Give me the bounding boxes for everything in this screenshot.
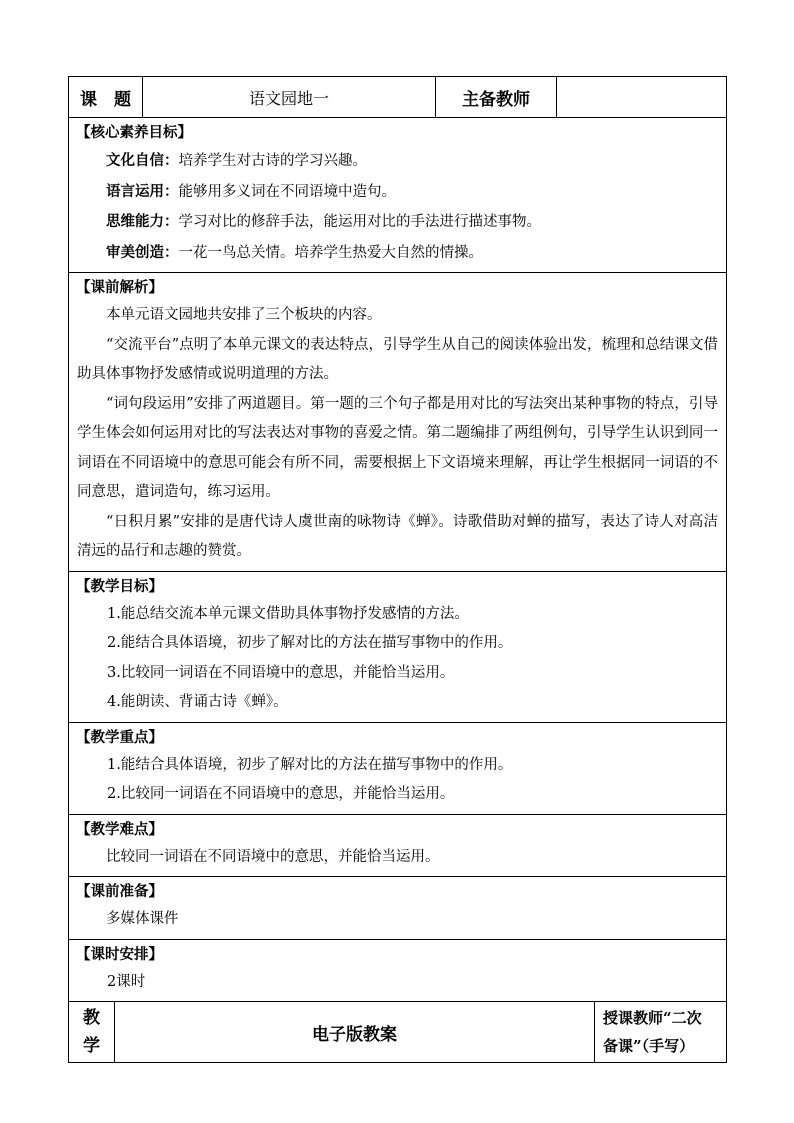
core-item: 思维能力：学习对比的修辞手法，能运用对比的手法进行描述事物。: [106, 213, 541, 230]
topic-value: 语文园地一: [143, 77, 436, 118]
keypoint-item: 1.能结合具体语境，初步了解对比的方法在描写事物中的作用。: [107, 756, 513, 773]
difficulty-title: 【教学难点】: [76, 820, 163, 838]
core-section: [69, 118, 727, 273]
topic-label: 课 题: [69, 77, 143, 118]
objectives-section: [69, 571, 727, 722]
objectives-title: 【教学目标】: [76, 577, 163, 595]
objective-item: 1.能总结交流本单元课文借助具体事物抒发感情的方法。: [107, 605, 469, 622]
keypoints-title: 【教学重点】: [76, 728, 163, 746]
prep-title: 【课前准备】: [76, 883, 163, 900]
core-item: 审美创造：一花一鸟总关情。培养学生热爱大自然的情操。: [106, 243, 483, 261]
footer-left: 教 学: [69, 1002, 115, 1063]
core-item: 语言运用：能够用多义词在不同语境中造句。: [106, 182, 396, 200]
footer-right: 授课教师“二次 备课”（手写）: [595, 1002, 727, 1063]
schedule-section: [69, 939, 727, 1002]
analysis-paragraph: “日积月累”安排的是唐代诗人虞世南的咏物诗《蝉》。诗歌借助对蝉的描写，表达了诗人对高洁清远的品行和志趣的赞赏。: [77, 513, 718, 559]
schedule-title: 【课时安排】: [76, 945, 163, 963]
analysis-paragraph: “词句段运用”安排了两道题目。第一题的三个句子都是用对比的写法突出某种事物的特点，引导学生体会如何运用对比的写法表达对事物的喜爱之情。第二题编排了两组例句，引导学生认识到同一词语在不同语境中的意思可能会有所不同，需要根据上下文语境来理解，再让学生根据同一词语的不同意思，遣词造句，练习运用。: [77, 395, 718, 500]
objective-item: 2.能结合具体语境，初步了解对比的方法在描写事物中的作用。: [107, 635, 513, 651]
prep-text: 多媒体课件: [106, 911, 179, 927]
teacher-label: 主备教师: [436, 77, 557, 118]
analysis-section: [69, 273, 727, 572]
keypoints-section: [69, 722, 727, 814]
analysis-paragraph: “交流平台”点明了本单元课文的表达特点，引导学生从自己的阅读体验出发，梳理和总结课文借助具体事物抒发感情或说明道理的方法。: [77, 336, 718, 382]
keypoint-item: 2.比较同一词语在不同语境中的意思，并能恰当运用。: [107, 786, 455, 802]
prep-section: [69, 877, 727, 940]
analysis-paragraph: 本单元语文园地共安排了三个板块的内容。: [106, 307, 382, 323]
objective-item: 3.比较同一词语在不同语境中的意思，并能恰当运用。: [107, 664, 455, 681]
analysis-title: 【课前解析】: [76, 279, 163, 296]
footer-middle: 电子版教案: [115, 1002, 595, 1063]
difficulty-text: 比较同一词语在不同语境中的意思，并能恰当运用。: [106, 848, 440, 865]
footer-row: [69, 1002, 727, 1063]
lesson-plan-table: [68, 76, 727, 1063]
header-row: [69, 77, 727, 118]
core-item: 文化自信：培养学生对古诗的学习兴趣。: [106, 152, 367, 169]
difficulty-section: [69, 814, 727, 877]
teacher-value: [557, 77, 727, 118]
objective-item: 4.能朗读、背诵古诗《蝉》。: [107, 694, 288, 710]
schedule-text: 2课时: [107, 973, 146, 990]
core-title: 【核心素养目标】: [76, 124, 192, 141]
